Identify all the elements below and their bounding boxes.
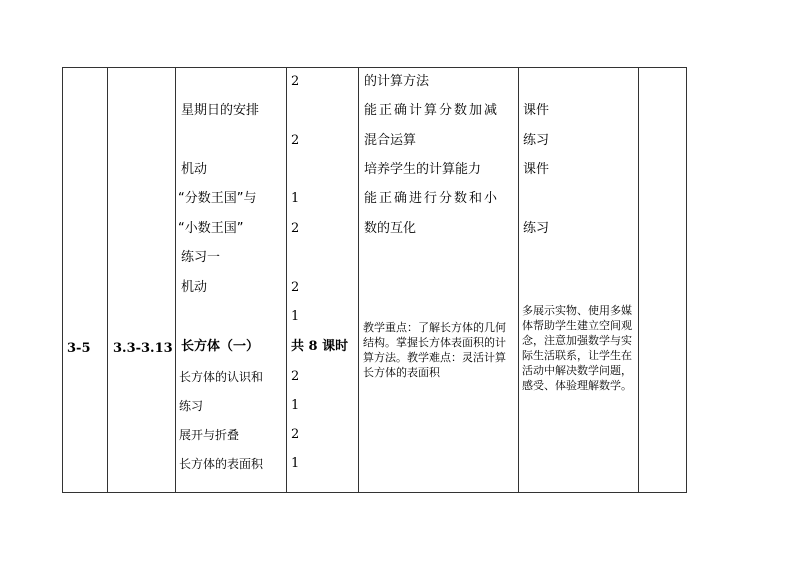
column-divider-4 [358,67,359,493]
hours-item: 1 [291,191,300,206]
table-border-right [686,67,687,493]
hours-item: 2 [291,427,300,442]
method-item: 练习 [523,133,550,148]
topic-item: 练习一 [181,250,221,265]
topic-item: 星期日的安排 [181,103,260,118]
column-divider-3 [286,67,287,493]
goal-line: 混合运算 [364,133,417,148]
hours-item: 2 [291,280,300,295]
topic-item: 展开与折叠 [179,428,240,442]
teaching-focus-note: 教学重点：了解长方体的几何结构。掌握长方体表面积的计算方法。教学难点：灵活计算长方体的表面积 [363,321,506,379]
hours-item: 2 [291,369,300,384]
column-divider-5 [518,67,519,493]
topic-item: “小数王国” [178,221,244,236]
goal-line: 能正确计算分数加减 [364,103,500,118]
topic-item: 机动 [181,280,208,295]
column-divider-6 [638,67,639,493]
goal-line: 数的互化 [364,221,417,236]
method-item: 练习 [523,221,550,236]
goal-line: 的计算方法 [364,74,430,89]
unit-cell: 3-5 [67,341,91,356]
method-item: 课件 [523,162,550,177]
hours-item: 1 [291,398,300,413]
method-item: 课件 [523,103,550,118]
table-bottom-border [62,492,687,493]
hours-item: 1 [291,309,300,324]
topic-item: 练习 [179,399,204,413]
column-divider-1 [107,67,108,493]
hours-total: 共 8 课时 [291,339,349,354]
topic-item: 长方体的表面积 [179,457,264,471]
goal-line: 培养学生的计算能力 [364,162,482,177]
goal-line: 能正确进行分数和小 [364,191,500,206]
column-divider-2 [175,67,176,493]
hours-item: 2 [291,221,300,236]
table-border-left [62,67,63,493]
topic-item: 长方体的认识和 [179,370,264,384]
topic-item: “分数王国”与 [178,191,257,206]
table-top-border [62,67,687,68]
hours-item: 1 [291,456,300,471]
date-range-cell: 3.3-3.13 [113,341,173,356]
method-note: 多展示实物、使用多媒体帮助学生建立空间观念，注意加强数学与实际生活联系，让学生在活动中解决数学问题，感受、体验理解数学。 [522,304,632,392]
topic-item: 机动 [181,162,208,177]
topic-heading: 长方体（一） [181,339,260,354]
hours-item: 2 [291,74,300,89]
hours-item: 2 [291,133,300,148]
